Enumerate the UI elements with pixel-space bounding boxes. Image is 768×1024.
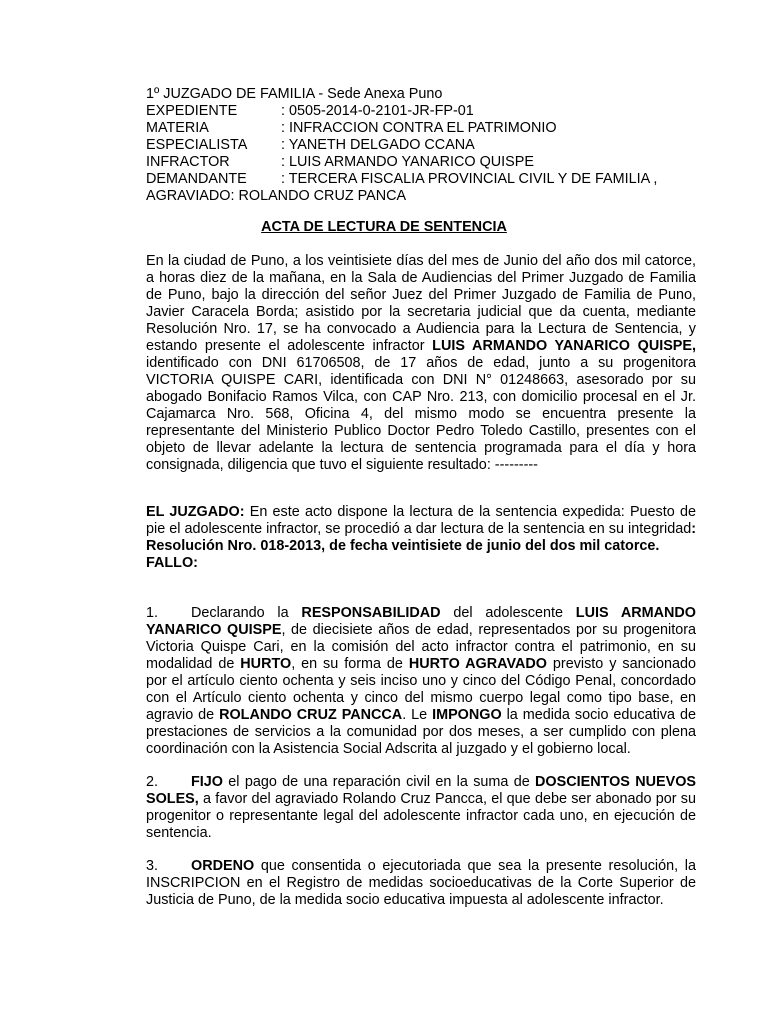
header-value: : TERCERA FISCALIA PROVINCIAL CIVIL Y DE FAMILIA , (281, 171, 658, 187)
ruling-item-1 (146, 605, 696, 758)
header-label: MATERIA (146, 120, 209, 136)
item-bold: DOSCIENTOS NUEVOS SOLES, (146, 774, 696, 807)
item-number: 2. (146, 774, 159, 790)
header-value: : 0505-2014-0-2101-JR-FP-01 (281, 103, 474, 119)
case-header (146, 86, 706, 205)
intro-text (146, 253, 696, 474)
juzgado-label: EL JUZGADO: (146, 504, 245, 520)
header-value: : INFRACCION CONTRA EL PATRIMONIO (281, 120, 557, 136)
ruling-item-3 (146, 858, 696, 909)
item-bold: LUIS ARMANDO YANARICO QUISPE (146, 605, 696, 638)
item-number: 3. (146, 858, 159, 874)
item-bold: RESPONSABILIDAD (301, 605, 441, 621)
item-bold: FIJO (191, 774, 223, 790)
fallo-heading (146, 555, 696, 572)
item-bold: IMPONGO (432, 707, 502, 723)
agraviado-line: AGRAVIADO: ROLANDO CRUZ PANCA (146, 188, 407, 204)
item-text: . Le (402, 707, 433, 723)
intro-part-2: identificado con DNI 61706508, de 17 años de edad, junto a su progenitora VICTORIA QUISPE CARI, identificada con DNI N° 01248663, asesorado por su abogado Bonifacio Ramos Vilca, con CAP Nro. 213, con domicilio procesal en el Jr. Cajamarca Nro. 568, Oficina 4, del mismo modo se encuentra presente la representante del Ministerio Publico Doctor Pedro Toledo Castillo, presentes con el objeto de llevar adelante la lectura de sentencia programada para el día y hora consignada, diligencia que tuvo el siguiente resultado: --------- (146, 355, 696, 473)
item-text: previsto y sancionado por el artículo ciento ochenta y seis inciso uno y cinco del Código Penal, concordado con el Artículo ciento ochenta y cinco del mismo cuerpo legal como tipo base, en agravio de (146, 656, 696, 723)
header-label: INFRACTOR (146, 154, 230, 170)
fallo-label: FALLO: (146, 555, 198, 571)
juzgado-text (146, 504, 696, 555)
item-bold: HURTO AGRAVADO (408, 656, 547, 672)
document-title: ACTA DE LECTURA DE SENTENCIA (261, 219, 507, 235)
item-text: la medida socio educativa de prestaciones de servicios a la comunidad por dos meses, a ser cumplido con plena coordinación con la Asistencia Social Adscrita al juzgado y el gobierno local. (146, 707, 696, 757)
ruling-items (146, 605, 696, 909)
header-row-infractor (146, 154, 706, 171)
document-title-wrap (0, 219, 768, 236)
item-number: 1. (146, 605, 159, 621)
header-row-demandante (146, 171, 706, 188)
item-text: , en su forma de (291, 656, 409, 672)
item-text: Declarando la (191, 605, 302, 621)
intro-paragraph (146, 253, 696, 474)
item-text: a favor del agraviado Rolando Cruz Pancca, el que debe ser abonado por su progenitor o representante legal del adolescente infractor cada uno, en ejecución de sentencia. (146, 791, 696, 841)
juzgado-paragraph (146, 504, 696, 572)
juzgado-body: En este acto dispone la lectura de la sentencia expedida: Puesto de pie el adolescente infractor, se procedió a dar lectura de la sentencia en su integridad (146, 504, 696, 537)
court-name: 1º JUZGADO DE FAMILIA - Sede Anexa Puno (146, 86, 443, 102)
header-row-materia (146, 120, 706, 137)
header-label: DEMANDANTE (146, 171, 247, 187)
header-label: EXPEDIENTE (146, 103, 238, 119)
item-bold: ROLANDO CRUZ PANCCA (219, 707, 403, 723)
header-label: ESPECIALISTA (146, 137, 248, 153)
infractor-name: LUIS ARMANDO YANARICO QUISPE, (432, 338, 697, 354)
resolution-ref: : Resolución Nro. 018-2013, de fecha veintisiete de junio del dos mil catorce. (146, 521, 696, 554)
item-bold: HURTO (240, 656, 292, 672)
item-text: del adolescente (440, 605, 576, 621)
item-bold: ORDENO (191, 858, 255, 874)
header-row-expediente (146, 103, 706, 120)
header-value: : YANETH DELGADO CCANA (281, 137, 475, 153)
item-text: que consentida o ejecutoriada que sea la presente resolución, la INSCRIPCION en el Registro de medidas socioeducativas de la Corte Superior de Justicia de Puno, de la medida socio educativa impuesta al adolescente infractor. (146, 858, 696, 908)
item-text: el pago de una reparación civil en la suma de (223, 774, 536, 790)
ruling-item-2 (146, 774, 696, 842)
header-row-especialista (146, 137, 706, 154)
item-text: , de diecisiete años de edad, representados por su progenitora Victoria Quispe Cari, en la comisión del acto infractor contra el patrimonio, en su modalidad de (146, 622, 696, 672)
header-value: : LUIS ARMANDO YANARICO QUISPE (281, 154, 534, 170)
intro-part-1: En la ciudad de Puno, a los veintisiete días del mes de Junio del año dos mil catorce, a horas diez de la mañana, en la Sala de Audiencias del Primer Juzgado de Familia de Puno, bajo la dirección del señor Juez del Primer Juzgado de Familia de Puno, Javier Caracela Borda; asistido por la secretaria judicial que da cuenta, mediante Resolución Nro. 17, se ha convocado a Audiencia para la Lectura de Sentencia, y estando presente el adolescente infractor (146, 253, 696, 354)
